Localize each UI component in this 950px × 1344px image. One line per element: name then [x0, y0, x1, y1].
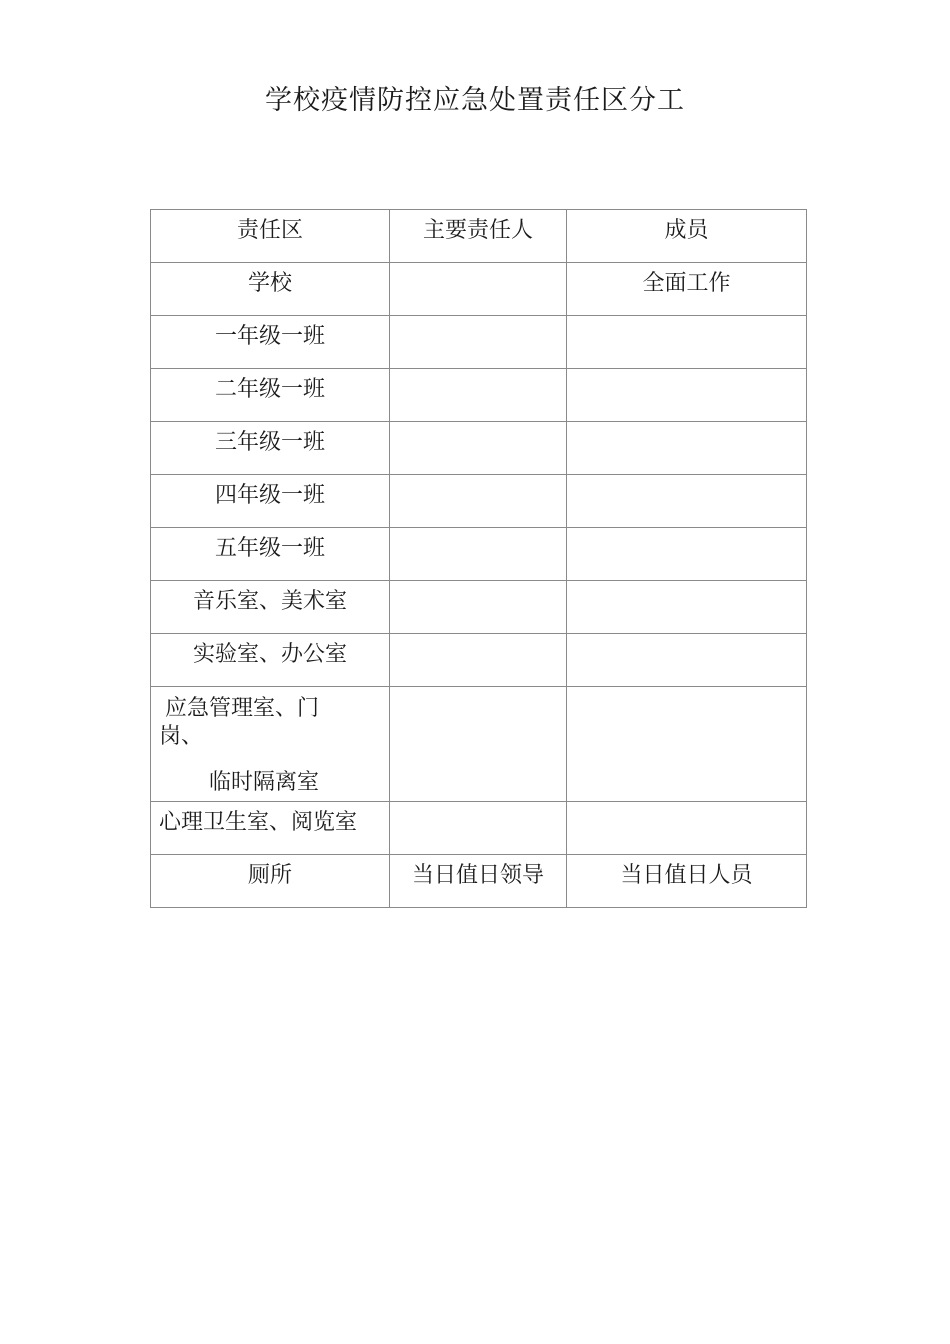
members-cell	[567, 581, 807, 634]
area-cell: 一年级一班	[151, 316, 390, 369]
document-title: 学校疫情防控应急处置责任区分工	[265, 85, 685, 116]
members-cell	[567, 687, 807, 802]
leader-cell	[390, 369, 567, 422]
header-cell-leader: 主要责任人	[390, 210, 567, 263]
table-row	[151, 528, 807, 581]
members-cell	[567, 634, 807, 687]
members-cell	[567, 528, 807, 581]
members-cell	[567, 369, 807, 422]
area-cell: 四年级一班	[151, 475, 390, 528]
table-row	[151, 687, 807, 802]
area-cell: 实验室、办公室	[151, 634, 390, 687]
header-cell-area: 责任区	[151, 210, 390, 263]
members-cell: 全面工作	[567, 263, 807, 316]
leader-cell	[390, 263, 567, 316]
area-cell	[151, 687, 390, 802]
area-line: 岗、	[159, 724, 204, 749]
leader-cell	[390, 581, 567, 634]
leader-cell	[390, 475, 567, 528]
table-row	[151, 316, 807, 369]
area-line: 应急管理室、门	[165, 696, 320, 721]
area-cell-text-clip	[159, 695, 389, 801]
table-row	[151, 263, 807, 316]
leader-cell	[390, 687, 567, 802]
header-cell-members: 成员	[567, 210, 807, 263]
members-cell	[567, 316, 807, 369]
area-cell: 三年级一班	[151, 422, 390, 475]
area-cell: 心理卫生室、阅览室	[151, 802, 390, 855]
leader-cell: 当日值日领导	[390, 855, 567, 908]
leader-cell	[390, 528, 567, 581]
table-row	[151, 855, 807, 908]
area-line: 临时隔离室	[209, 770, 320, 795]
area-cell: 二年级一班	[151, 369, 390, 422]
members-cell	[567, 422, 807, 475]
members-cell: 当日值日人员	[567, 855, 807, 908]
table-row	[151, 802, 807, 855]
table-header-row	[151, 210, 807, 263]
leader-cell	[390, 422, 567, 475]
table-row	[151, 369, 807, 422]
table-row	[151, 422, 807, 475]
leader-cell	[390, 634, 567, 687]
area-cell: 五年级一班	[151, 528, 390, 581]
leader-cell	[390, 316, 567, 369]
area-cell: 学校	[151, 263, 390, 316]
area-cell: 厕所	[151, 855, 390, 908]
leader-cell	[390, 802, 567, 855]
members-cell	[567, 475, 807, 528]
table-row	[151, 581, 807, 634]
duty-table	[150, 209, 807, 908]
area-cell: 音乐室、美术室	[151, 581, 390, 634]
members-cell	[567, 802, 807, 855]
table-row	[151, 634, 807, 687]
table-row	[151, 475, 807, 528]
